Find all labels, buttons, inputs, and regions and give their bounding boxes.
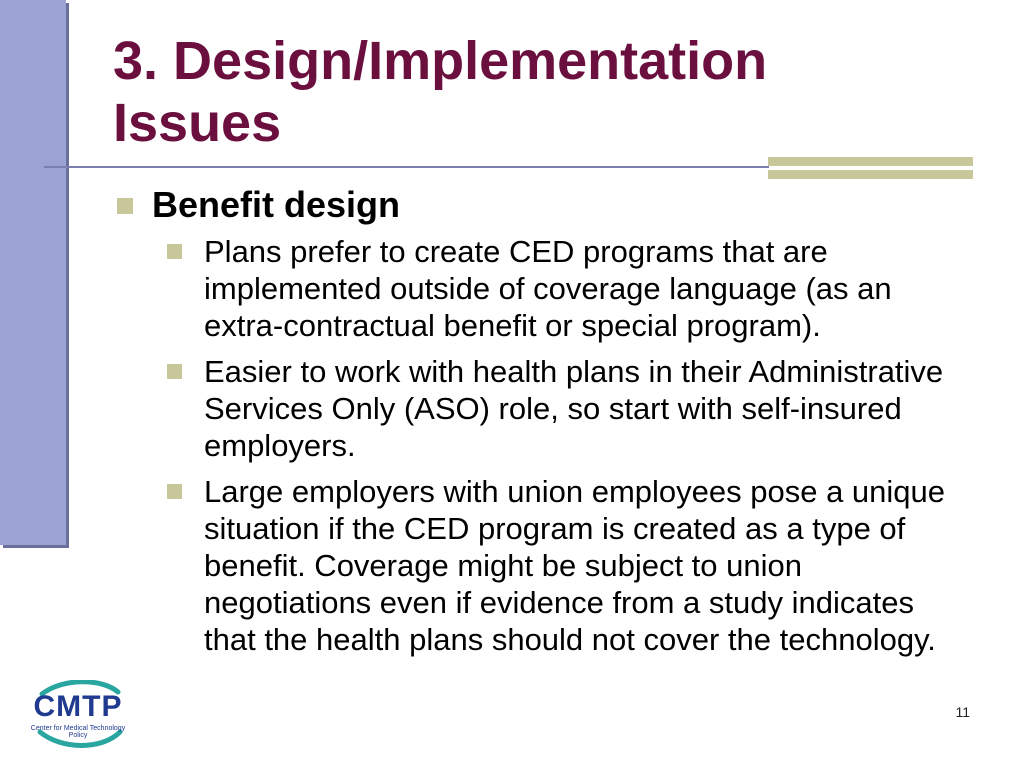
sub-bullet-item bbox=[167, 473, 949, 658]
side-accent-bar bbox=[0, 0, 66, 545]
sub-bullet-item bbox=[167, 353, 949, 464]
logo-tagline: Center for Medical Technology Policy bbox=[30, 725, 126, 739]
slide-number: 11 bbox=[955, 704, 970, 720]
bullet-heading bbox=[117, 183, 977, 227]
accent-stripe-top bbox=[768, 157, 973, 166]
logo-wordmark: CMTP bbox=[33, 690, 123, 723]
slide-title: 3. Design/Implementation Issues bbox=[113, 31, 768, 153]
square-bullet-icon bbox=[167, 484, 182, 499]
accent-stripe-bottom bbox=[768, 170, 973, 179]
title-divider bbox=[44, 166, 769, 168]
accent-stripes bbox=[768, 157, 973, 179]
square-bullet-icon bbox=[117, 198, 133, 214]
square-bullet-icon bbox=[167, 364, 182, 379]
cmtp-logo bbox=[22, 680, 134, 750]
square-bullet-icon bbox=[167, 244, 182, 259]
sub-bullet-text: Plans prefer to create CED programs that are implemented outside of coverage language (as an extra-contractual benefit or special program). bbox=[204, 234, 892, 343]
slide-content bbox=[117, 183, 977, 667]
bullet-heading-text: Benefit design bbox=[152, 184, 401, 225]
sub-bullet-list bbox=[167, 233, 977, 658]
sub-bullet-text: Large employers with union employees pose a unique situation if the CED program is created as a type of benefit. Coverage might be subject to union negotiations even if evidence from a study indicates that the health plans should not cover the technology. bbox=[204, 474, 946, 657]
sub-bullet-text: Easier to work with health plans in their Administrative Services Only (ASO) role, so start with self-insured employers. bbox=[204, 354, 944, 463]
sub-bullet-item bbox=[167, 233, 949, 344]
